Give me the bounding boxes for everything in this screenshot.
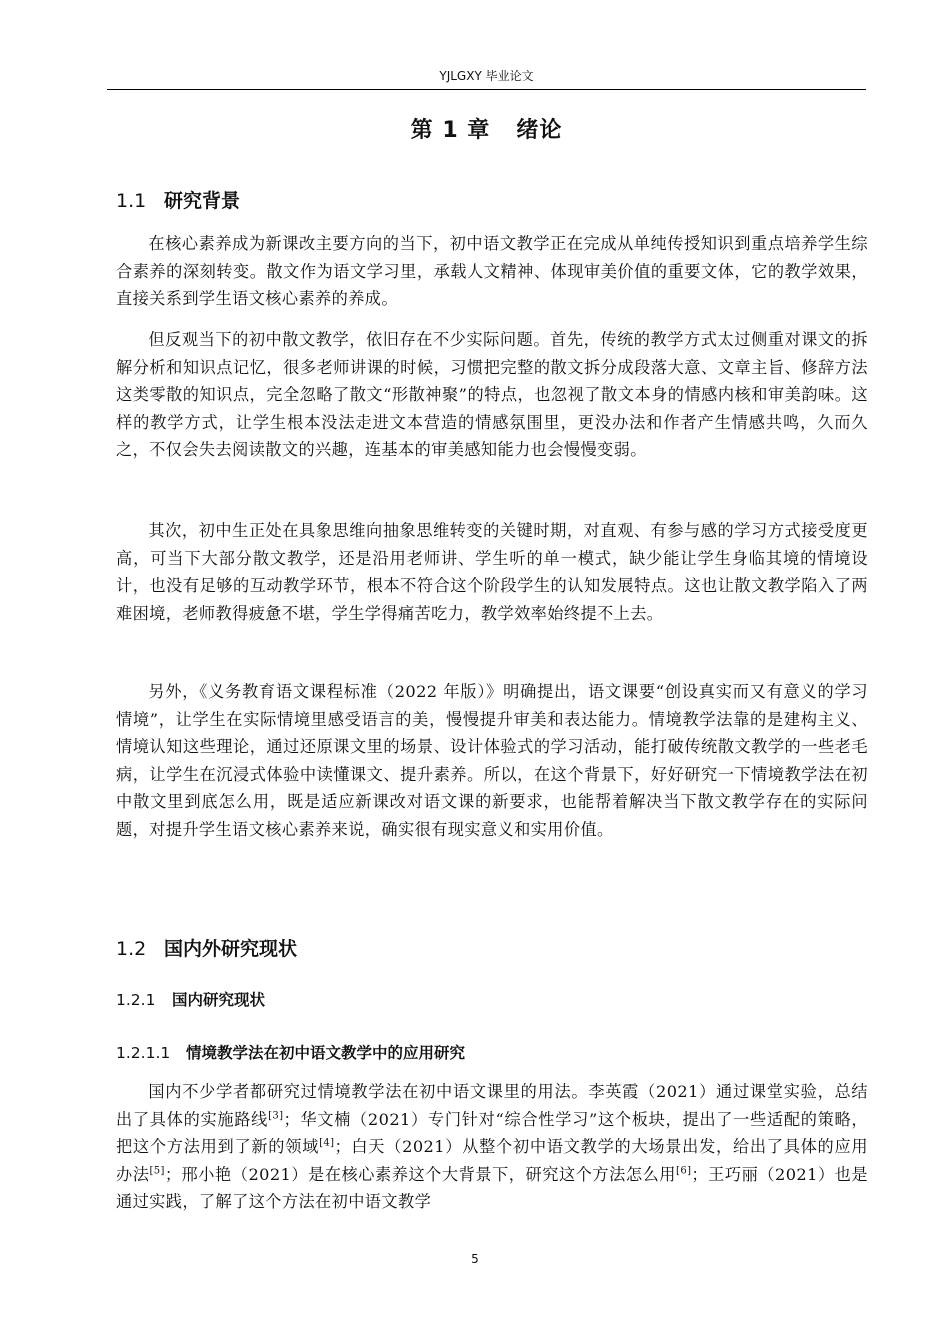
chapter-title xyxy=(107,116,866,146)
text-run: ；白天（2021）从整个初中语文教学的大场景出发，给出了具体的应用办法 xyxy=(116,1137,868,1184)
chapter-name: 绪论 xyxy=(516,118,563,143)
citation-3[interactable]: [3] xyxy=(268,1110,284,1122)
paragraph-5 xyxy=(116,1078,868,1216)
section-number: 1.1 xyxy=(116,190,147,212)
citation-6[interactable]: [6] xyxy=(676,1165,692,1177)
subsubsection-number: 1.2.1.1 xyxy=(116,1044,171,1062)
page-number: 5 xyxy=(471,1252,479,1266)
section-title: 国内外研究现状 xyxy=(164,938,298,960)
text-run: ；王巧丽（2021）也是通过实践，了解了这个方法在初中语文教学 xyxy=(116,1164,868,1211)
section-heading-1-1 xyxy=(116,188,240,214)
subsection-title: 国内研究现状 xyxy=(172,991,266,1009)
paragraph-4: 另外，《义务教育语文课程标准（2022 年版）》明确提出，语文课要“创设真实而又有意义的学习情境”，让学生在实际情境里感受语言的美，慢慢提升审美和表达能力。情境教学法靠的是建构主义、情境认知这些理论，通过还原课文里的场景、设计体验式的学习活动，能打破传统散文教学的一些老毛病，让学生在沉浸式体验中读懂课文、提升素养。所以，在这个背景下，好好研究一下情境教学法在初中散文里到底怎么用，既是适应新课改对语文课的新要求，也能帮着解决当下散文教学存在的实际问题，对提升学生语文核心素养来说，确实很有现实意义和实用价值。 xyxy=(116,682,868,839)
section-title: 研究背景 xyxy=(164,190,241,212)
section-number: 1.2 xyxy=(116,938,147,960)
subsection-number: 1.2.1 xyxy=(116,991,156,1009)
paragraph-3: 其次，初中生正处在具象思维向抽象思维转变的关键时期，对直观、有参与感的学习方式接受度更高，可当下大部分散文教学，还是沿用老师讲、学生听的单一模式，缺少能让学生身临其境的情境设计，也没有足够的互动教学环节，根本不符合这个阶段学生的认知发展特点。这也让散文教学陷入了两难困境，老师教得疲惫不堪，学生学得痛苦吃力，教学效率始终提不上去。 xyxy=(116,521,868,623)
paragraph-2: 但反观当下的初中散文教学，依旧存在不少实际问题。首先，传统的教学方式太过侧重对课文的拆解分析和知识点记忆，很多老师讲课的时候，习惯把完整的散文拆分成段落大意、文章主旨、修辞方法这类零散的知识点，完全忽略了散文“形散神聚”的特点，也忽视了散文本身的情感内核和审美韵味。这样的教学方式，让学生根本没法走进文本营造的情感氛围里，更没办法和作者产生情感共鸣，久而久之，不仅会失去阅读散文的兴趣，连基本的审美感知能力也会慢慢变弱。 xyxy=(116,330,868,459)
text-run: ；邢小艳（2021）是在核心素养这个大背景下，研究这个方法怎么用 xyxy=(164,1164,677,1184)
subsection-heading-1-2-1 xyxy=(116,989,265,1011)
text-run: 国内不少学者都研究过情境教学法在初中语文课里的用法。李英霞（2021）通过课堂实验，总结出了具体的实施路线 xyxy=(116,1082,868,1129)
section-heading-1-2 xyxy=(116,936,297,962)
running-header: YJLGXY 毕业论文 xyxy=(439,69,534,83)
header-rule xyxy=(107,89,866,90)
chapter-number: 第 1 章 xyxy=(410,118,491,143)
text-run: ；华文楠（2021）专门针对“综合性学习”这个板块，提出了一些适配的策略，把这个方法用到了新的领域 xyxy=(116,1109,868,1156)
citation-5[interactable]: [5] xyxy=(149,1165,165,1177)
citation-4[interactable]: [4] xyxy=(319,1137,335,1149)
paragraph-1: 在核心素养成为新课改主要方向的当下，初中语文教学正在完成从单纯传授知识到重点培养学生综合素养的深刻转变。散文作为语文学习里，承载人文精神、体现审美价值的重要文体，它的教学效果，直接关系到学生语文核心素养的养成。 xyxy=(116,234,868,308)
subsubsection-title: 情境教学法在初中语文教学中的应用研究 xyxy=(186,1044,466,1062)
subsubsection-heading-1-2-1-1 xyxy=(116,1042,465,1064)
